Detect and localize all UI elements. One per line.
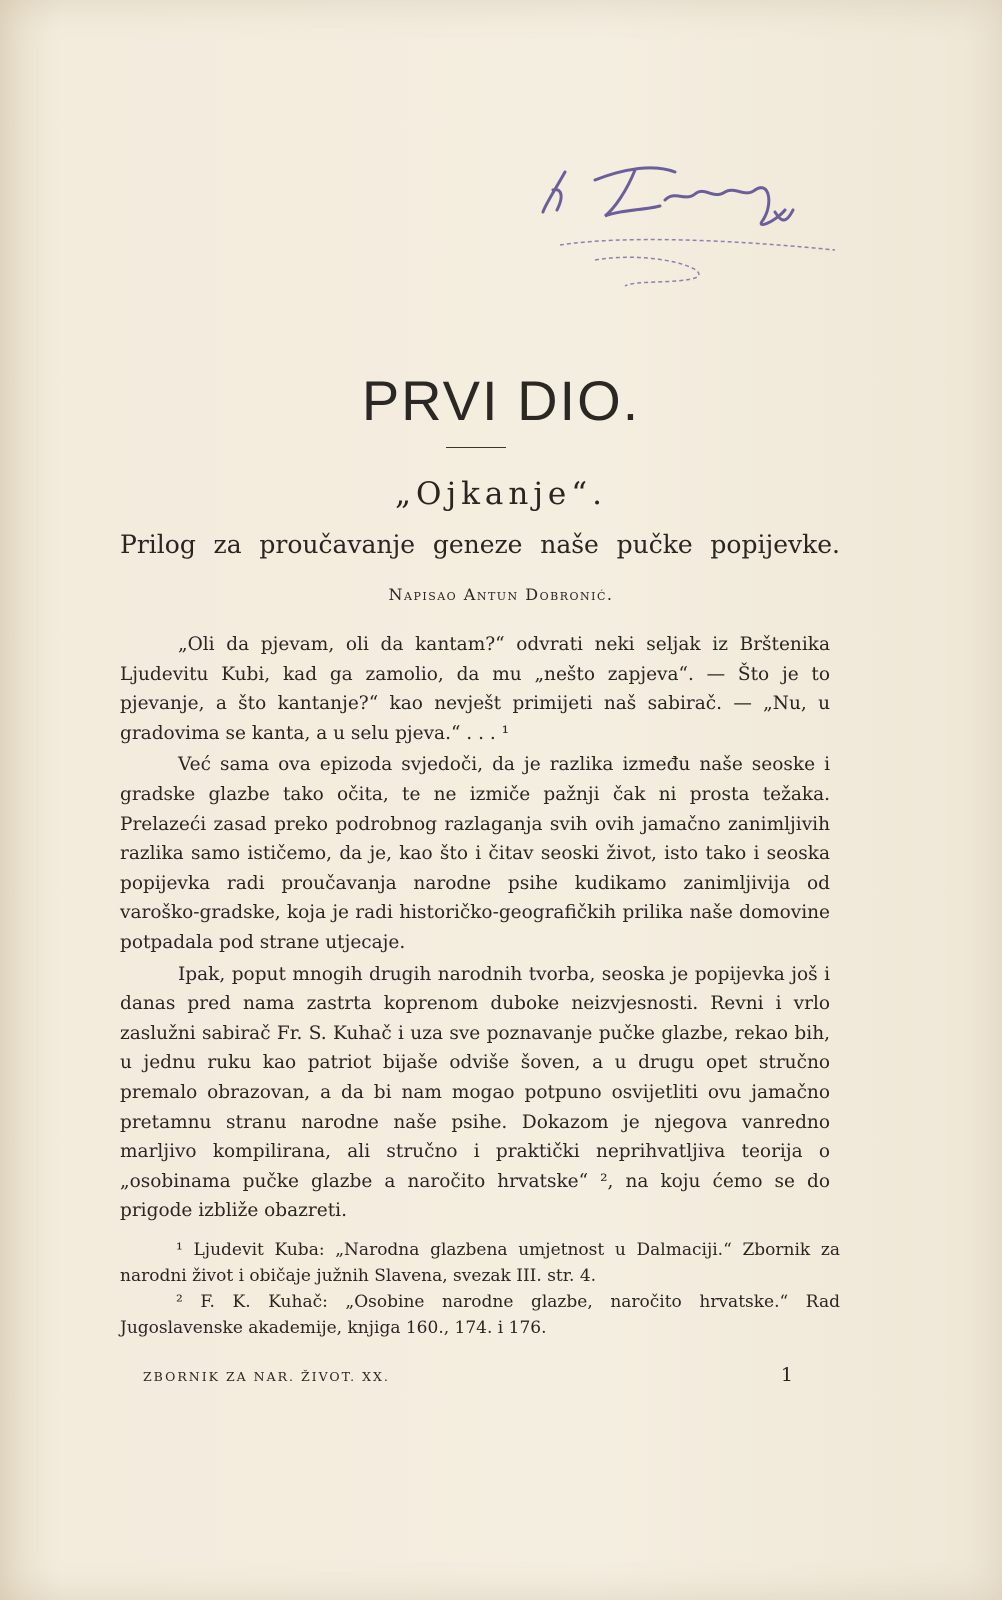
article-subtitle: Prilog za proučavanje geneze naše pučke popijevke. bbox=[120, 530, 840, 559]
page-number: 1 bbox=[780, 1364, 793, 1386]
paragraph: Već sama ova epizoda svjedoči, da je razlika između naše seoske i gradske glazbe tako očita, te ne izmiče pažnji čak ni prosta težaka. Prelazeći zasad preko podrobnog razlaganja svih ovih jamačno zanimljivih razlika samo ističemo, da je, kao što i čitav seoski život, isto tako i seoska popijevka radi proučavanja narodne psihe kudikamo zanimljivija od varoško-gradske, koja je radi historičko-geografičkih prilika naše domovine potpadala pod strane utjecaje. bbox=[120, 754, 830, 953]
page-footer bbox=[143, 1364, 793, 1386]
footnote: ² F. K. Kuhač: „Osobine narodne glazbe, naročito hrvatske.“ Rad Jugoslavenske akademije, knjiga 160., 174. i 176. bbox=[120, 1292, 840, 1338]
footnotes bbox=[120, 1237, 840, 1341]
footnote: ¹ Ljudevit Kuba: „Narodna glazbena umjetnost u Dalmaciji.“ Zbornik za narodni život i običaje južnih Slavena, svezak III. str. 4. bbox=[120, 1240, 840, 1286]
article-title: „Ojkanje“. bbox=[395, 476, 607, 512]
author-byline: Napisao Antun Dobronić. bbox=[388, 585, 614, 604]
paragraph: „Oli da pjevam, oli da kantam?“ odvrati neki seljak iz Brštenika Ljudevitu Kubi, kad ga zamolio, da mu „nešto zapjeva“. — Što je to pjevanje, a što kantanje?“ kao nevješt primijeti naš sabirač. — „Nu, u gradovima se kanta, a u selu pjeva.“ . . . ¹ bbox=[120, 634, 830, 744]
handwritten-signature bbox=[535, 150, 855, 300]
title-divider bbox=[446, 447, 506, 448]
journal-signature: ZBORNIK ZA NAR. ŽIVOT. XX. bbox=[143, 1369, 390, 1384]
paragraph: Ipak, poput mnogih drugih narodnih tvorba, seoska je popijevka još i danas pred nama zastrta koprenom duboke neizvjesnosti. Revni i vrlo zaslužni sabirač Fr. S. Kuhač i uza sve poznavanje pučke glazbe, rekao bih, u jednu ruku kao patriot bijaše odviše šoven, a u drugu opet stručno premalo obrazovan, a da bi nam mogao potpuno osvijetliti ovu jamačno pretamnu stranu narodne naše psihe. Dokazom je njegova vanredno marljivo kompilirana, ali stručno i praktički neprihvatljiva teorija o „osobinama pučke glazbe a naročito hrvatske“ ², na koju ćemo se do prigode izbliže obazreti. bbox=[120, 963, 830, 1222]
page-title: PRVI DIO. bbox=[361, 369, 641, 432]
body-text bbox=[120, 630, 830, 1226]
